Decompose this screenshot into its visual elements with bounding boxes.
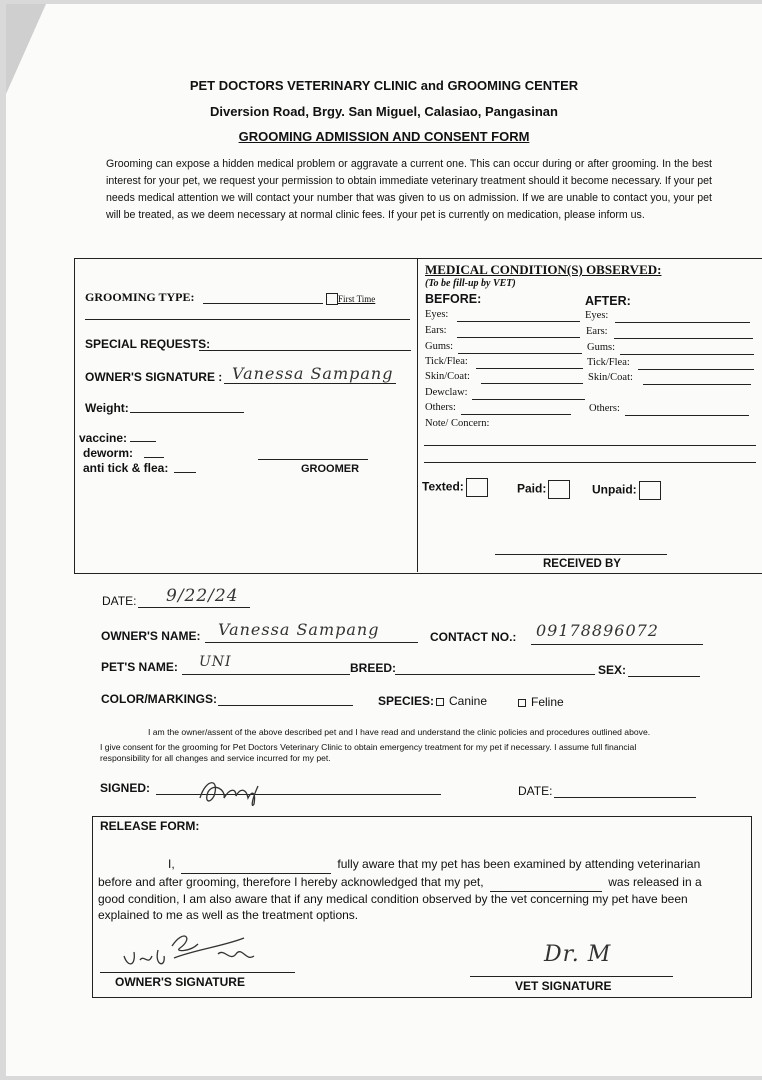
fill-up-note: (To be fill-up by VET) [425, 278, 516, 289]
texted-checkbox[interactable] [466, 478, 488, 497]
grooming-medical-table [74, 258, 762, 574]
release-pet-line[interactable] [490, 874, 602, 892]
after-tick-line[interactable] [638, 369, 754, 370]
deworm-line[interactable] [144, 457, 164, 458]
before-gums-label: Gums: [425, 341, 454, 352]
owner-signature-caption: OWNER'S SIGNATURE [115, 975, 245, 989]
after-gums-label: Gums: [587, 342, 616, 353]
unpaid-label: Unpaid: [592, 482, 637, 497]
release-name-line[interactable] [181, 856, 331, 874]
before-dewclaw-line[interactable] [472, 399, 585, 400]
clinic-name: PET DOCTORS VETERINARY CLINIC and GROOMING CENTER [189, 78, 579, 93]
release-text-5: explained to me as well as the treatment options. [98, 908, 359, 922]
weight-line[interactable] [130, 412, 244, 413]
pet-name-label: PET'S NAME: [101, 660, 178, 674]
vet-signature-caption: VET SIGNATURE [515, 979, 612, 993]
release-form-title: RELEASE FORM: [100, 819, 200, 833]
groomer-line[interactable] [258, 459, 368, 460]
contact-no-value: 09178896072 [536, 621, 659, 640]
signed-signature [196, 774, 266, 813]
color-markings-line[interactable] [218, 705, 353, 706]
before-tick-label: Tick/Flea: [425, 356, 468, 367]
after-eyes-line[interactable] [615, 322, 750, 323]
owner-name-line[interactable] [205, 642, 418, 643]
release-line-2 [98, 874, 748, 892]
grooming-type-line-2[interactable] [85, 319, 410, 320]
owner-signature-value: Vanessa Sampang [232, 364, 394, 383]
before-gums-line[interactable] [458, 353, 582, 354]
note-line-2[interactable] [424, 462, 756, 463]
after-others-line[interactable] [625, 415, 749, 416]
after-skin-label: Skin/Coat: [588, 372, 633, 383]
consent-line-1: I am the owner/assent of the above described pet and I have read and understand the clinic policies and procedures outlined above. [148, 727, 651, 737]
consent-line-2: I give consent for the grooming for Pet Doctors Veterinary Clinic to obtain emergency treatment for my pet if necessary. I assume full financial [100, 742, 637, 752]
release-i-label: I, [168, 857, 175, 871]
before-tick-line[interactable] [476, 368, 583, 369]
anti-tick-label: anti tick & flea: [83, 461, 169, 475]
owner-name-value: Vanessa Sampang [218, 620, 380, 639]
feline-checkbox[interactable] [518, 699, 526, 707]
release-line-1 [98, 856, 748, 874]
before-eyes-line[interactable] [457, 321, 580, 322]
after-skin-line[interactable] [643, 384, 751, 385]
before-eyes-label: Eyes: [425, 309, 449, 320]
date-label: DATE: [102, 594, 137, 608]
vaccine-label: vaccine: [79, 431, 128, 445]
species-canine-option[interactable] [436, 694, 487, 708]
owner-signature-line[interactable] [224, 383, 396, 384]
breed-label: BREED: [350, 661, 397, 675]
pet-name-line[interactable] [182, 674, 350, 675]
release-text-2: before and after grooming, therefore I hereby acknowledged that my pet, [98, 875, 484, 889]
intro-text: Grooming can expose a hidden medical problem or aggravate a current one. This can occur during or after grooming. In the best interest for your pet, we request your permission to obtain immediate veterinary treatment should it become necessary. If your pet needs medical attention we will contact your number that was given to us on admission. If we are unable to contact you, your pet will be treated, as we deem necessary at normal clinic fees. If your pet is currently on medication, please inform us. [106, 158, 712, 221]
paid-checkbox[interactable] [548, 480, 570, 499]
feline-label: Feline [531, 695, 564, 709]
canine-checkbox[interactable] [436, 698, 444, 706]
after-others-label: Others: [589, 403, 620, 414]
after-eyes-label: Eyes: [585, 310, 609, 321]
signed-date-label: DATE: [518, 784, 553, 798]
date-value: 9/22/24 [166, 586, 239, 606]
unpaid-status [592, 481, 661, 500]
contact-no-line[interactable] [531, 644, 703, 645]
after-tick-label: Tick/Flea: [587, 357, 630, 368]
after-gums-line[interactable] [620, 354, 754, 355]
species-label: SPECIES: [378, 694, 435, 708]
before-ears-line[interactable] [457, 337, 580, 338]
groomer-label: GROOMER [301, 463, 360, 475]
before-heading: BEFORE: [425, 292, 482, 306]
owner-sign-line[interactable] [100, 972, 295, 973]
clinic-address: Diversion Road, Brgy. San Miguel, Calasiao, Pangasinan [210, 104, 558, 119]
texted-status [422, 478, 488, 497]
first-time-label: First Time [338, 294, 376, 304]
vet-signature-value: Dr. M [544, 942, 612, 967]
species-feline-option[interactable] [518, 695, 564, 709]
form-title: GROOMING ADMISSION AND CONSENT FORM [238, 129, 530, 144]
special-requests-label: SPECIAL REQUESTS: [85, 337, 211, 351]
before-skin-label: Skin/Coat: [425, 371, 470, 382]
first-time-checkbox[interactable] [326, 293, 338, 305]
after-ears-label: Ears: [586, 326, 608, 337]
table-divider [417, 258, 418, 572]
vaccine-line[interactable] [130, 441, 156, 442]
note-line-1[interactable] [424, 445, 756, 446]
pet-name-value: UNI [199, 654, 232, 670]
owner-signature-label: OWNER'S SIGNATURE : [85, 370, 223, 384]
signed-date-line[interactable] [554, 797, 696, 798]
special-requests-line[interactable] [199, 350, 411, 351]
paid-status [517, 480, 570, 499]
paid-label: Paid: [517, 481, 547, 496]
owner-signature-mark [114, 926, 274, 974]
sex-line[interactable] [628, 676, 700, 677]
before-others-line[interactable] [461, 414, 571, 415]
texted-label: Texted: [422, 479, 464, 494]
received-by-label: RECEIVED BY [543, 558, 621, 570]
deworm-label: deworm: [83, 446, 134, 460]
vet-sign-line[interactable] [470, 976, 673, 977]
date-line[interactable] [138, 607, 250, 608]
before-dewclaw-label: Dewclaw: [425, 387, 468, 398]
signed-label: SIGNED: [100, 781, 151, 795]
after-heading: AFTER: [585, 294, 631, 308]
grooming-type-label: GROOMING TYPE: [85, 290, 195, 304]
breed-line[interactable] [395, 674, 595, 675]
owner-name-label: OWNER'S NAME: [101, 629, 201, 643]
consent-line-3: responsibility for all changes and service incurred for my pet. [100, 753, 331, 763]
after-ears-line[interactable] [614, 338, 753, 339]
before-ears-label: Ears: [425, 325, 447, 336]
before-skin-line[interactable] [481, 383, 583, 384]
color-markings-label: COLOR/MARKINGS: [101, 692, 217, 706]
medical-condition-title: MEDICAL CONDITION(S) OBSERVED: [425, 262, 662, 277]
signed-signature-scribble [196, 774, 266, 808]
canine-label: Canine [449, 694, 488, 708]
form-page [6, 4, 762, 1076]
release-text-1: fully aware that my pet has been examined by attending veterinarian [337, 857, 701, 871]
note-concern-label: Note/ Concern: [425, 418, 490, 429]
before-others-label: Others: [425, 402, 456, 413]
contact-no-label: CONTACT NO.: [430, 630, 517, 644]
weight-label: Weight: [85, 401, 129, 415]
unpaid-checkbox[interactable] [639, 481, 661, 500]
release-text-4: good condition, I am also aware that if any medical condition observed by the vet concerning my pet have been [98, 892, 688, 906]
release-text-3: was released in a [608, 875, 702, 889]
received-by-line[interactable] [495, 554, 667, 555]
grooming-type-line[interactable] [203, 303, 323, 304]
anti-tick-line[interactable] [174, 472, 196, 473]
sex-label: SEX: [598, 663, 627, 677]
